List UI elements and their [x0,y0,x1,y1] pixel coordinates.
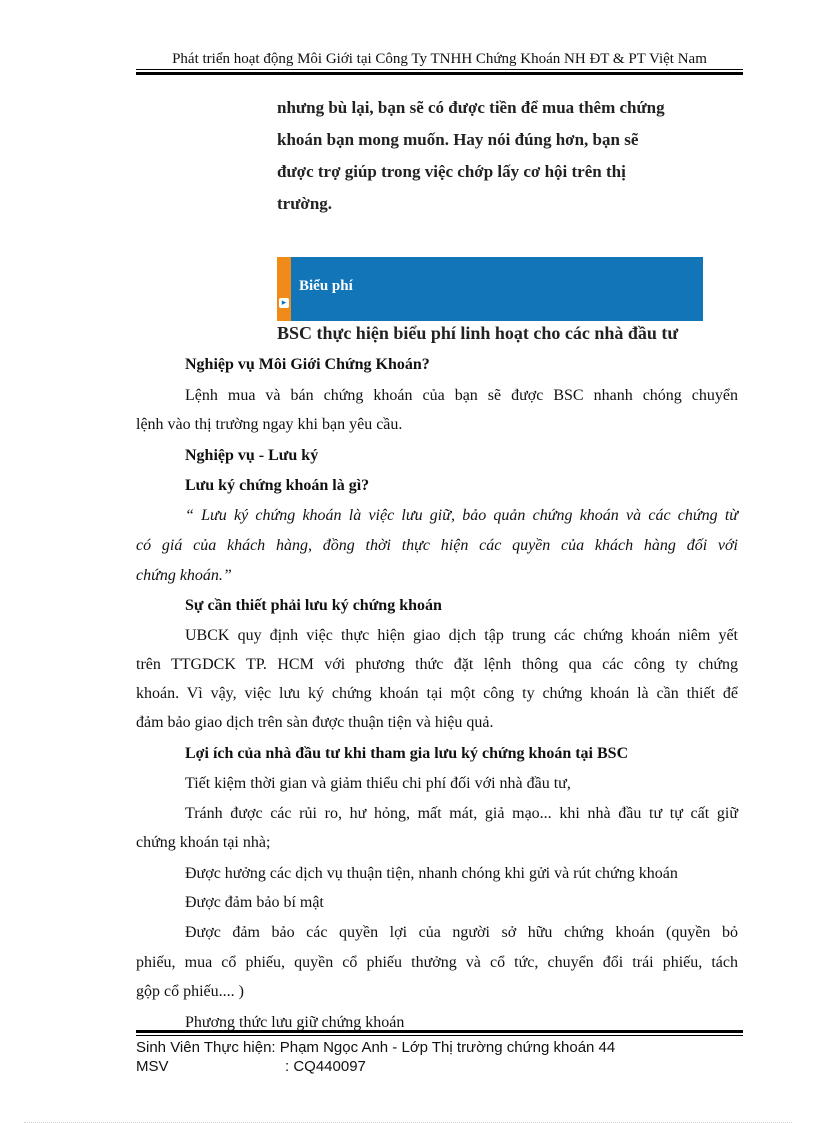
section-heading: Lưu ký chứng khoán là gì? [185,477,370,494]
body-line: Lệnh mua và bán chứng khoán của bạn sẽ được BSC nhanh chóng chuyển [185,387,738,404]
quote-line: có giá của khách hàng, đồng thời thực hiện các quyền của khách hàng đối với [136,537,738,554]
footer-rule-thick [136,1030,743,1033]
body-line: đảm bảo giao dịch trên sàn được thuận tiện và hiệu quả. [136,714,494,731]
footer-msv-label: MSV [136,1058,169,1075]
benefit-item: Tránh được các rủi ro, hư hỏng, mất mát, giả mạo... khi nhà đầu tư tự cất giữ [185,805,738,822]
footer-student: Sinh Viên Thực hiện: Phạm Ngọc Anh - Lớp Thị trường chứng khoán 44 [136,1039,616,1056]
intro-paragraph [277,92,707,220]
benefit-item: gộp cổ phiếu.... ) [136,983,244,1000]
intro-line: trường. [277,194,333,213]
section-heading: Sự cần thiết phải lưu ký chứng khoán [185,597,442,614]
footer-rule-thin [136,1035,743,1036]
running-header: Phát triển hoạt động Môi Giới tại Công Ty TNHH Chứng Khoán NH ĐT & PT Việt Nam [172,51,707,67]
benefit-item: Được hưởng các dịch vụ thuận tiện, nhanh chóng khi gửi và rút chứng khoán [185,865,678,882]
banner-title: Biểu phí [299,278,353,294]
section-line: Phương thức lưu giữ chứng khoán [185,1014,405,1031]
section-heading: Lợi ích của nhà đầu tư khi tham gia lưu ký chứng khoán tại BSC [185,745,629,762]
benefit-item: chứng khoán tại nhà; [136,834,271,851]
header-rule-thick [136,72,743,75]
fee-banner [277,257,703,321]
quote-line: “ Lưu ký chứng khoán là việc lưu giữ, bảo quản chứng khoán và các chứng từ [185,507,738,524]
intro-line: được trợ giúp trong việc chớp lấy cơ hội trên thị [277,162,626,181]
benefit-item: phiếu, mua cổ phiếu, quyền cổ phiếu thưởng và cổ tức, chuyển đổi trái phiếu, tách [136,954,738,971]
footer-msv-value: : CQ440097 [285,1058,366,1075]
fee-subtitle: BSC thực hiện biểu phí linh hoạt cho các nhà đầu tư [277,323,679,343]
benefit-item: Tiết kiệm thời gian và giảm thiểu chi phí đối với nhà đầu tư, [185,775,571,792]
benefit-item: Được đảm bảo bí mật [185,894,324,911]
arrow-right-icon: ▸ [279,298,289,308]
section-heading: Nghiệp vụ Môi Giới Chứng Khoán? [185,356,430,373]
body-line: trên TTGDCK TP. HCM với phương thức đặt lệnh thông qua các công ty chứng [136,656,738,673]
banner-accent-stripe [277,257,291,321]
section-heading: Nghiệp vụ - Lưu ký [185,447,319,464]
body-line: UBCK quy định việc thực hiện giao dịch tập trung các chứng khoán niêm yết [185,627,738,644]
intro-line: nhưng bù lại, bạn sẽ có được tiền để mua thêm chứng [277,98,665,117]
header-rule-thin [136,69,743,70]
quote-line: chứng khoán.” [136,567,232,584]
body-line: lệnh vào thị trường ngay khi bạn yêu cầu. [136,416,403,433]
intro-line: khoán bạn mong muốn. Hay nói đúng hơn, bạn sẽ [277,130,639,149]
benefit-item: Được đảm bảo các quyền lợi của người sở hữu chứng khoán (quyền bỏ [185,924,738,941]
body-line: khoán. Vì vậy, việc lưu ký chứng khoán tại một công ty chứng khoán là cần thiết để [136,685,738,702]
